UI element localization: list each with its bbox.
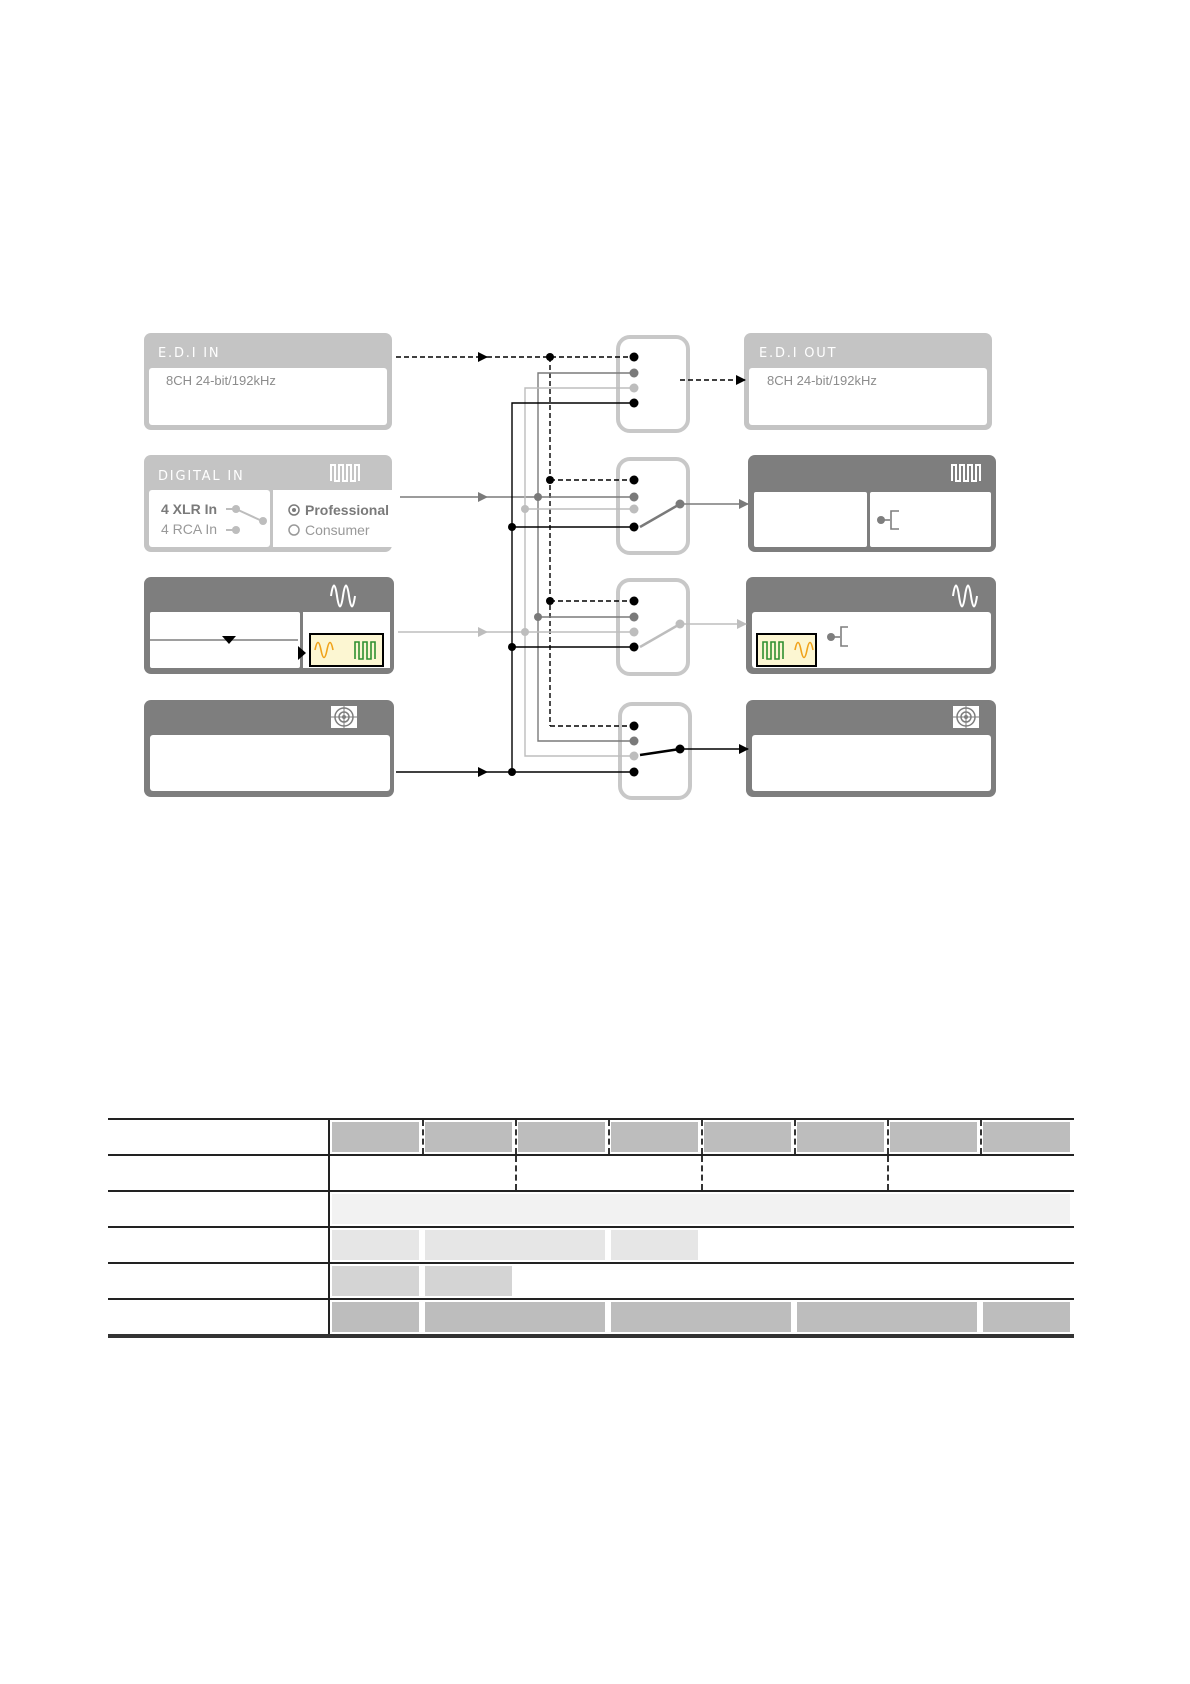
analog-in-module: [144, 577, 394, 674]
digital-in-module: [144, 455, 392, 552]
table-row-cells: [330, 1156, 1074, 1190]
table-divider: [701, 1120, 703, 1154]
table-divider: [515, 1156, 517, 1190]
table-row-cells: [330, 1120, 1074, 1154]
table-cell: [611, 1302, 791, 1332]
table-cell: [890, 1158, 1070, 1188]
xlr-input-label: 4 XLR In: [161, 501, 218, 517]
table-row: [108, 1262, 1074, 1298]
table-divider: [980, 1120, 982, 1154]
table-divider: [701, 1156, 703, 1190]
professional-label: Professional: [305, 502, 390, 518]
table-cell: [425, 1230, 605, 1260]
ad-converter-icon: [310, 634, 383, 666]
table-divider: [515, 1120, 517, 1154]
table-row-cells: [330, 1264, 1074, 1298]
analog-out-module: [746, 577, 996, 674]
digital-in-title: DIGITAL IN: [158, 469, 245, 484]
table-cell: [332, 1302, 419, 1332]
table-cell: [332, 1230, 419, 1260]
sync-signal-bus: [396, 403, 748, 772]
table-row: [108, 1298, 1074, 1338]
table-divider: [422, 1120, 424, 1154]
edi-in-spec: 8CH 24-bit/192kHz: [166, 373, 276, 388]
clock-target-icon: [331, 706, 357, 728]
edi-in-module: [144, 333, 392, 430]
switch-contacts-sync-out: [630, 722, 685, 777]
table-cell: [425, 1302, 605, 1332]
table-row-cells: [330, 1228, 1074, 1262]
table-divider: [887, 1120, 889, 1154]
switch-contacts-analog-out: [630, 597, 685, 652]
table-row-label: [108, 1156, 330, 1190]
table-cell: [518, 1122, 605, 1152]
edi-in-title: E.D.I IN: [158, 346, 221, 361]
switch-contacts-edi-out: [630, 353, 639, 408]
table-row-label: [108, 1192, 330, 1226]
table-row: [108, 1190, 1074, 1226]
clock-target-icon: [953, 706, 979, 728]
table-row-cells: [330, 1192, 1074, 1226]
sync-in-module: [144, 700, 394, 797]
table-row-cells: [330, 1300, 1074, 1334]
switch-contacts-digital-out: [630, 476, 685, 532]
analog-signal-bus: [398, 388, 746, 756]
table-cell: [797, 1122, 884, 1152]
da-converter-icon: [757, 634, 816, 666]
table-cell: [983, 1302, 1070, 1332]
table-cell: [332, 1266, 419, 1296]
edi-out-title: E.D.I OUT: [759, 346, 838, 361]
table-cell: [332, 1122, 419, 1152]
table-row: [108, 1118, 1074, 1154]
table-row-label: [108, 1228, 330, 1262]
table-cell: [890, 1122, 977, 1152]
digital-signal-bus: [400, 373, 748, 741]
table-row: [108, 1226, 1074, 1262]
table-cell: [518, 1158, 698, 1188]
table-cell: [704, 1158, 884, 1188]
table-cell: [332, 1194, 1070, 1224]
table-cell: [332, 1158, 512, 1188]
table-cell: [425, 1266, 512, 1296]
table-divider: [608, 1120, 610, 1154]
junction-dots: [508, 353, 554, 776]
table-row-label: [108, 1120, 330, 1154]
rca-input-label: 4 RCA In: [161, 521, 218, 537]
table-row-label: [108, 1300, 330, 1334]
table-cell: [611, 1122, 698, 1152]
edi-signal-bus: [396, 357, 745, 726]
table-cell: [611, 1230, 698, 1260]
digital-out-module: [748, 455, 996, 552]
sync-out-module: [746, 700, 996, 797]
table-cell: [425, 1122, 512, 1152]
table-divider: [887, 1156, 889, 1190]
table-cell: [797, 1302, 977, 1332]
switch-box-edi-out: [618, 337, 688, 431]
consumer-label: Consumer: [305, 522, 370, 538]
table-cell: [704, 1122, 791, 1152]
edi-out-module: [744, 333, 992, 430]
table-row: [108, 1154, 1074, 1190]
table-cell: [983, 1122, 1070, 1152]
spec-table: [108, 1118, 1074, 1338]
table-row-label: [108, 1264, 330, 1298]
edi-out-spec: 8CH 24-bit/192kHz: [767, 373, 877, 388]
table-divider: [794, 1120, 796, 1154]
